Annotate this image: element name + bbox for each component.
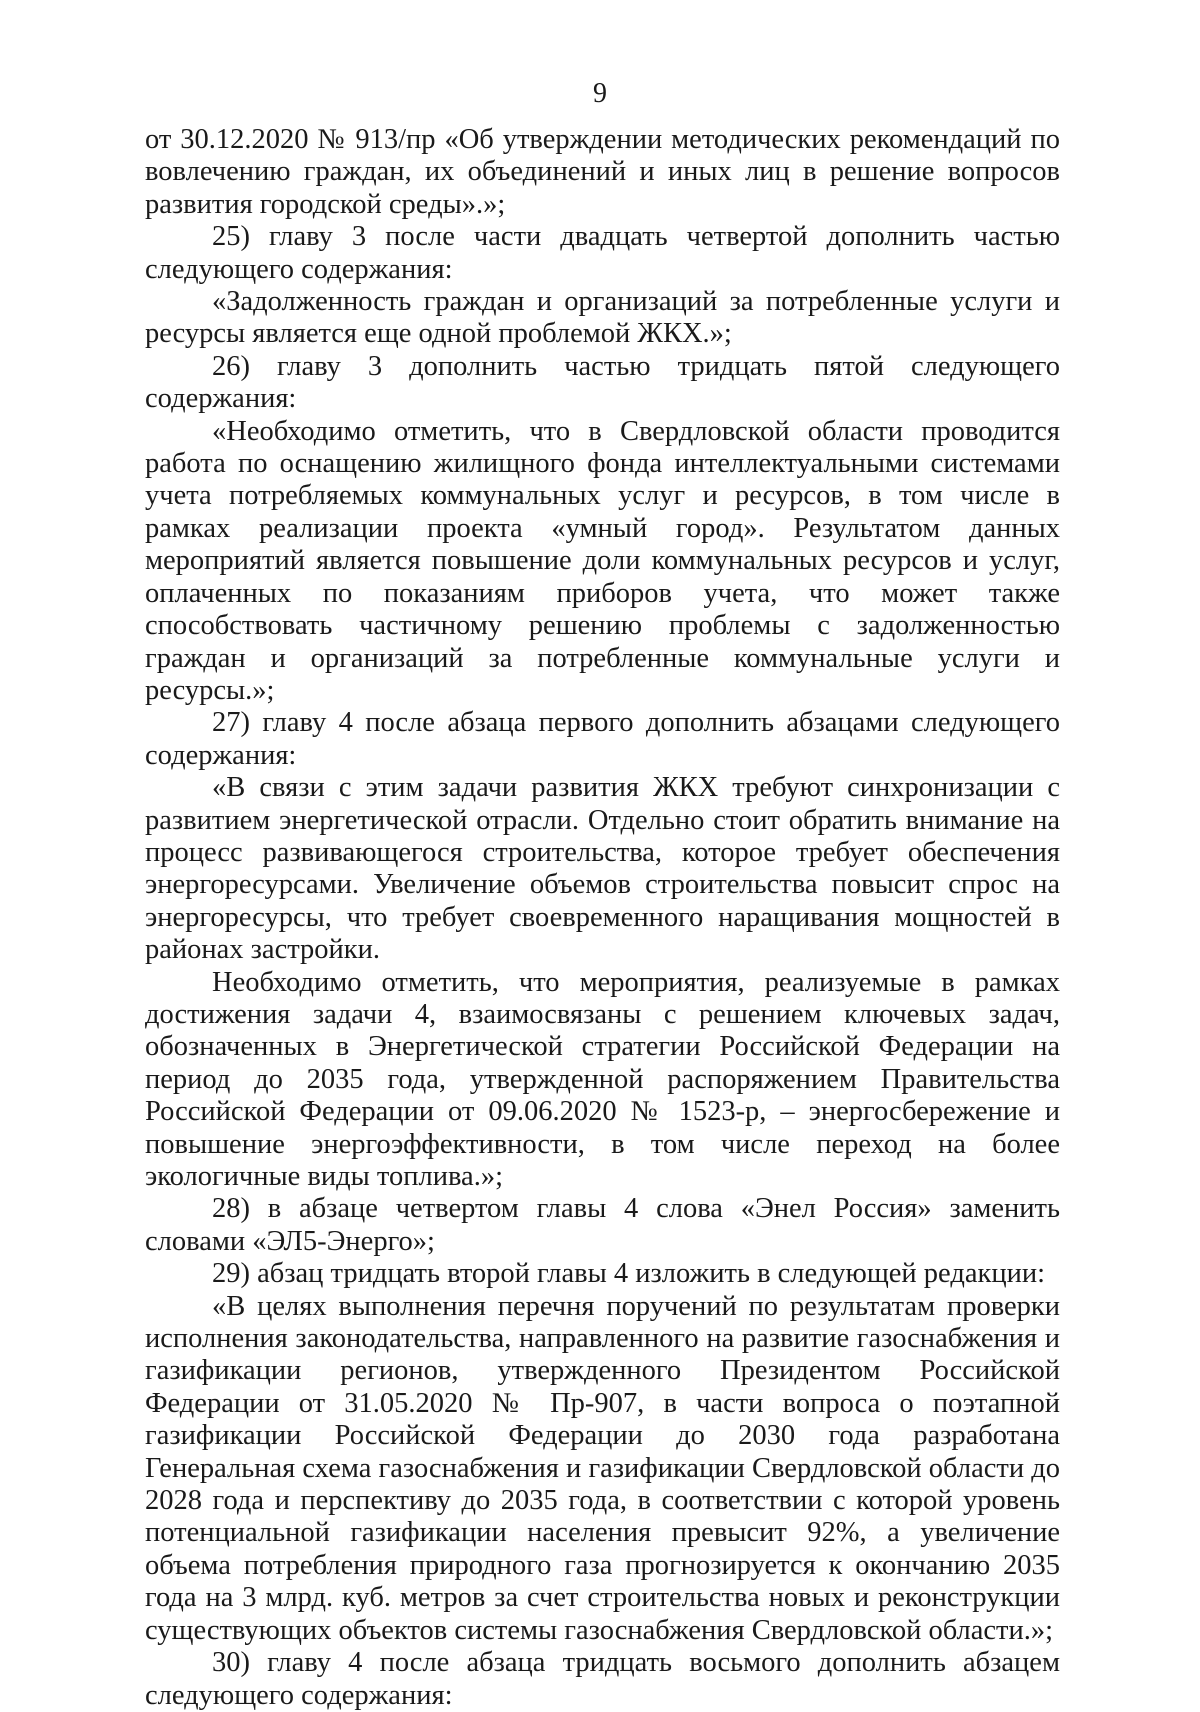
- page-number: 9: [593, 78, 607, 109]
- paragraph-quote-25: «Задолженность граждан и организаций за потребленные услуги и ресурсы является еще одной проблемой ЖКХ.»;: [145, 286, 1060, 350]
- paragraph-item-26: 26) главу 3 дополнить частью тридцать пятой следующего содержания:: [145, 350, 1060, 415]
- paragraph-quote-27b: Необходимо отметить, что мероприятия, реализуемые в рамках достижения задачи 4, взаимосвязаны с решением ключевых задач, обозначенных в Энергетической стратегии Российской Федерации на период до 2035 года, утвержденной распоряжением Правительства Российской Федерации от 09.06.2020 № 1523-р, – энергосбережение и повышение энергоэффективности, в том числе переход на более экологичные виды топлива.»;: [145, 966, 1060, 1192]
- paragraph-item-27: 27) главу 4 после абзаца первого дополнить абзацами следующего содержания:: [145, 707, 1060, 771]
- paragraph-quote-26: «Необходимо отметить, что в Свердловской области проводится работа по оснащению жилищного фонда интеллектуальными системами учета потребляемых коммунальных услуг и ресурсов, в том числе в рамках реализации проекта «умный город». Результатом данных мероприятий является повышение доли коммунальных ресурсов и услуг, оплаченных по показаниям приборов учета, что может также способствовать частичному решению проблемы с задолженностью граждан и организаций за потребленные коммунальные услуги и ресурсы.»;: [145, 415, 1060, 706]
- paragraph-item-29: 29) абзац тридцать второй главы 4 изложить в следующей редакции:: [212, 1258, 1045, 1290]
- paragraph-item-25: 25) главу 3 после части двадцать четвертой дополнить частью следующего содержания:: [145, 221, 1060, 285]
- paragraph-quote-29: «В целях выполнения перечня поручений по результатам проверки исполнения законодательства, направленного на развитие газоснабжения и газификации регионов, утвержденного Президентом Российской Федерации от 31.05.2020 № Пр-907, в части вопроса о поэтапной газификации Российской Федерации до 2030 года разработана Генеральная схема газоснабжения и газификации Свердловской области до 2028 года и перспективу до 2035 года, в соответствии с которой уровень потенциальной газификации населения превысит 92%, а увеличение объема потребления природного газа прогнозируется к окончанию 2035 года на 3 млрд. куб. метров за счет строительства новых и реконструкции существующих объектов системы газоснабжения Свердловской области.»;: [145, 1290, 1060, 1646]
- paragraph-item-28: 28) в абзаце четвертом главы 4 слова «Энел Россия» заменить словами «ЭЛ5-Энерго»;: [145, 1193, 1060, 1257]
- document-body: [145, 124, 1060, 1712]
- paragraph-quote-27a: «В связи с этим задачи развития ЖКХ требуют синхронизации с развитием энергетической отрасли. Отдельно стоит обратить внимание на процесс развивающегося строительства, которое требует обеспечения энергоресурсами. Увеличение объемов строительства повысит спрос на энергоресурсы, что требует своевременного наращивания мощностей в районах застройки.: [145, 772, 1060, 966]
- paragraph-continuation: от 30.12.2020 № 913/пр «Об утверждении методических рекомендаций по вовлечению граждан, их объединений и иных лиц в решение вопросов развития городской среды».»;: [145, 124, 1060, 220]
- paragraph-item-30: 30) главу 4 после абзаца тридцать восьмого дополнить абзацем следующего содержания:: [145, 1647, 1060, 1711]
